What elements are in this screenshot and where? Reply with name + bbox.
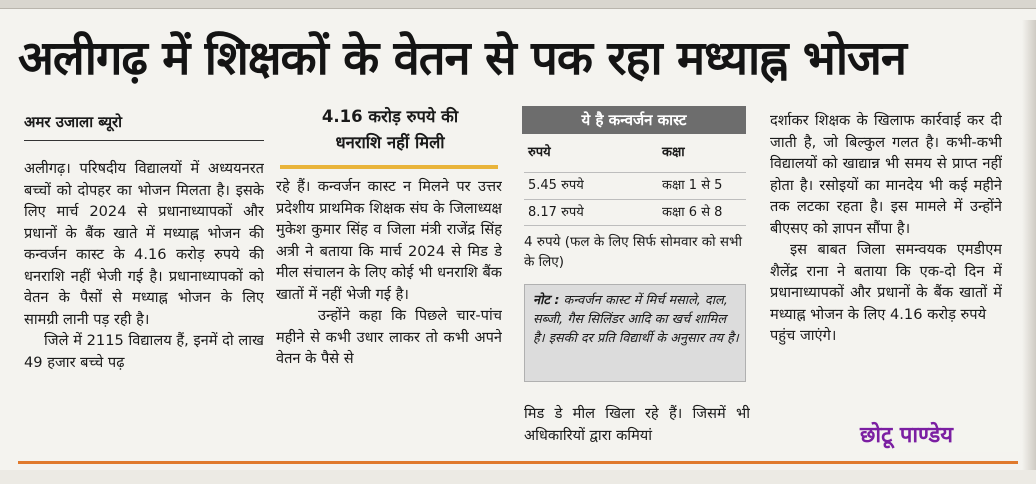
note-text: कन्वर्जन कास्ट में मिर्च मसाले, दाल, सब्जी, गैस सिलिंडर आदि का खर्च शामिल है। इसकी दर प्रति विद्यार्थी के अनुसार तय है।: [533, 293, 739, 346]
header-class: कक्षा: [662, 145, 685, 160]
note-label: नोट :: [533, 293, 560, 308]
subheading-line-2: धनराशि नहीं मिली: [335, 133, 445, 152]
column4-paragraph-2: इस बाबत जिला समन्वयक एमडीएम शैलेंद्र राना ने बताया कि एक-दो दिन में प्रधानाध्यापकों और प्रधानों के बैंक खातों में मध्याह्न भोजन के लिए 4.16 करोड़ रुपये: [770, 241, 1002, 323]
column2-paragraph-1: रहे हैं। कन्वर्जन कास्ट न मिलने पर उत्तर प्रदेशीय प्राथमिक शिक्षक संघ के जिलाध्यक्ष मुकेश कुमार सिंह व जिला मंत्री राजेंद्र सिंह अत्री ने बताया कि मार्च 2024 से मिड डे मील संचालन के लिए कोई भी धनराशि बैंक खातों में नहीं भेजी गई है।: [276, 178, 502, 303]
table-row: [524, 172, 746, 198]
page-edge-shadow: [1022, 20, 1036, 470]
row-class: कक्षा 1 से 5: [662, 178, 723, 193]
column1-paragraph-1: अलीगढ़। परिषदीय विद्यालयों में अध्ययनरत बच्चों को दोपहर का भोजन मिलता है। इसके लिए मार्च 2024 से प्रधानाध्यापकों और प्रधानों के बैंक खाते में मध्याह्न भोजन की कन्वर्जन कास्ट के 4.16 करोड़ रुपये की धनराशि नहीं भेजी गई है। प्रधानाध्यापकों को वेतन के पैसों से मध्याह्न भोजन के लिए सामग्री लानी पड़ रही है।: [24, 160, 264, 328]
article-column-2: [276, 176, 502, 448]
article-headline: अलीगढ़ में शिक्षकों के वेतन से पक रहा मध्याह्न भोजन: [18, 31, 906, 86]
subheading-line-1: 4.16 करोड़ रुपये की: [321, 107, 459, 126]
article-column-3: [524, 403, 750, 449]
fruit-cost-note: 4 रुपये (फल के लिए सिर्फ सोमवार को सभी के लिए): [524, 234, 743, 270]
column3-paragraph-1: मिड डे मील खिला रहे हैं। जिसमें भी अधिकारियों द्वारा कमियां: [524, 405, 750, 444]
column2-paragraph-2: उन्होंने कहा कि पिछले चार-पांच महीने से कभी उधार लाकर तो कभी अपने वेतन के पैसे से: [276, 307, 502, 367]
column1-paragraph-2: जिले में 2115 विद्यालय हैं, इनमें दो लाख 49 हजार बच्चे पढ़: [24, 332, 264, 371]
row-rate: 8.17 रुपये: [528, 205, 584, 220]
header-rate: रुपये: [528, 145, 551, 160]
author-signature: छोटू पाण्डेय: [860, 420, 1020, 452]
subheading: [282, 104, 498, 156]
column4-paragraph-1: दर्शाकर शिक्षक के खिलाफ कार्रवाई कर दी जाती है, जो बिल्कुल गलत है। कभी-कभी विद्यालयों को खाद्यान्न भी समय से प्राप्त नहीं होता है। रसोइयों का मानदेय भी कई महीने तक लटका रहता है। इस मामले में उन्होंने बीएसए को ज्ञापन सौंपा है।: [770, 112, 1002, 237]
byline: अमर उजाला ब्यूरो: [24, 113, 123, 131]
row-rate: 5.45 रुपये: [528, 178, 584, 193]
subheading-underline: [280, 165, 498, 169]
article-column-1: [24, 158, 264, 448]
article-column-4: [770, 110, 1002, 450]
conversion-cost-box-title: ये है कन्वर्जन कास्ट: [522, 106, 746, 134]
top-edge-strip: [0, 0, 1036, 9]
bottom-divider: [18, 461, 1018, 464]
row-class: कक्षा 6 से 8: [662, 205, 723, 220]
note-box: [524, 284, 746, 382]
bottom-edge-strip: [0, 470, 1036, 484]
conversion-cost-table-header: [524, 140, 746, 165]
table-row: [524, 199, 746, 226]
column4-last-line: पहुंच जाएंगे।: [770, 327, 837, 344]
byline-divider: [24, 140, 264, 141]
